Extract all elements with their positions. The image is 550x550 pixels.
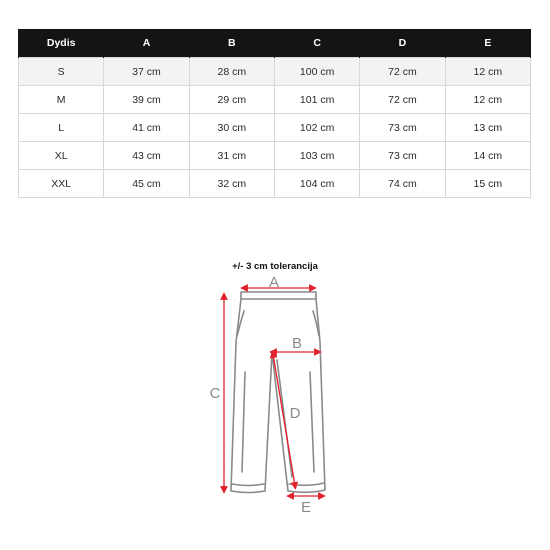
- table-row: [19, 142, 531, 170]
- pants-diagram: [200, 272, 350, 517]
- waistband-shape: [241, 292, 316, 299]
- table-cell: 101 cm: [274, 86, 359, 114]
- table-cell: XXL: [19, 170, 104, 198]
- table-cell: 73 cm: [360, 142, 445, 170]
- table-cell: XL: [19, 142, 104, 170]
- table-cell: 15 cm: [445, 170, 530, 198]
- label-b: B: [291, 335, 303, 352]
- table-cell: 72 cm: [360, 86, 445, 114]
- right-crease-line: [310, 372, 314, 472]
- table-row: [19, 86, 531, 114]
- tolerance-note: +/- 3 cm tolerancija: [232, 261, 318, 272]
- table-cell: 45 cm: [104, 170, 189, 198]
- label-c: C: [209, 385, 221, 402]
- table-cell: 12 cm: [445, 86, 530, 114]
- table-cell: 73 cm: [360, 114, 445, 142]
- header-d: D: [360, 29, 445, 58]
- table-cell: 39 cm: [104, 86, 189, 114]
- table-cell: 28 cm: [189, 58, 274, 86]
- label-e: E: [300, 499, 312, 516]
- table-cell: 31 cm: [189, 142, 274, 170]
- table-cell: 12 cm: [445, 58, 530, 86]
- header-a: A: [104, 29, 189, 58]
- table-row: [19, 114, 531, 142]
- table-cell: 103 cm: [274, 142, 359, 170]
- table-cell: 74 cm: [360, 170, 445, 198]
- size-table: [18, 29, 531, 198]
- label-a: A: [268, 274, 280, 291]
- table-cell: 32 cm: [189, 170, 274, 198]
- table-cell: 13 cm: [445, 114, 530, 142]
- table-cell: 72 cm: [360, 58, 445, 86]
- table-cell: 37 cm: [104, 58, 189, 86]
- label-d: D: [289, 405, 301, 422]
- table-cell: 104 cm: [274, 170, 359, 198]
- table-header-row: [19, 29, 531, 58]
- table-cell: S: [19, 58, 104, 86]
- table-cell: 30 cm: [189, 114, 274, 142]
- measurement-labels: [210, 274, 311, 516]
- header-size: Dydis: [19, 29, 104, 58]
- table-cell: 41 cm: [104, 114, 189, 142]
- table-cell: L: [19, 114, 104, 142]
- header-b: B: [189, 29, 274, 58]
- table-cell: 100 cm: [274, 58, 359, 86]
- header-e: E: [445, 29, 530, 58]
- table-cell: M: [19, 86, 104, 114]
- header-c: C: [274, 29, 359, 58]
- left-crease-line: [242, 372, 245, 472]
- left-leg-outline: [231, 299, 272, 493]
- table-row: [19, 170, 531, 198]
- table-cell: 102 cm: [274, 114, 359, 142]
- table-cell: 43 cm: [104, 142, 189, 170]
- table-row: [19, 58, 531, 86]
- left-hem-line: [232, 484, 264, 486]
- pants-outline: [231, 292, 325, 493]
- table-cell: 14 cm: [445, 142, 530, 170]
- table-cell: 29 cm: [189, 86, 274, 114]
